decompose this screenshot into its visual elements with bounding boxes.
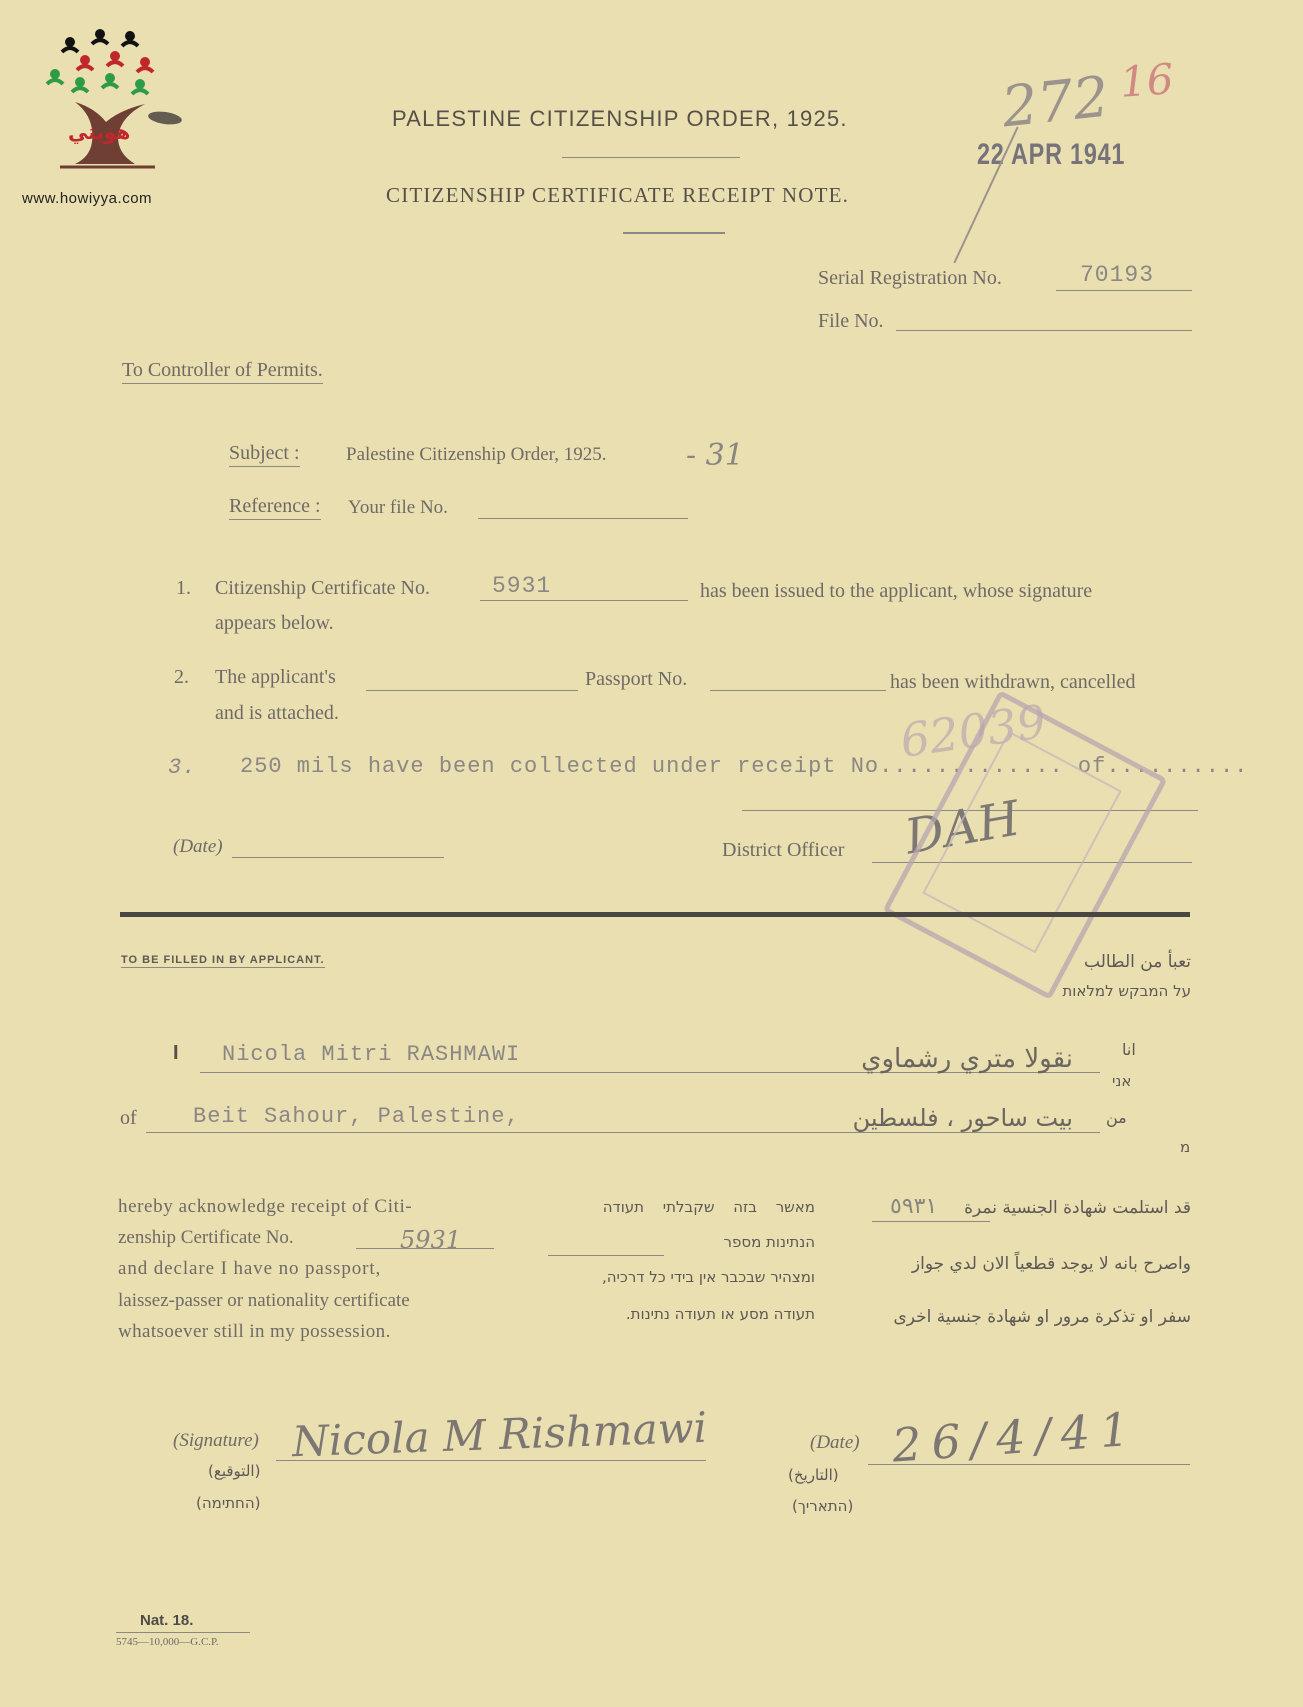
handwritten-number-red: 16 — [1118, 54, 1176, 107]
section-divider — [120, 912, 1190, 917]
applicant-place-typed[interactable]: Beit Sahour, Palestine, — [193, 1104, 520, 1129]
officer-initials: DAH — [901, 790, 1025, 866]
applicant-date-label: (Date) — [810, 1432, 860, 1453]
item-2-text-a: The applicant's — [215, 666, 336, 688]
arabic-declaration-line-1: قد استلمت شهادة الجنسية نمرة — [964, 1198, 1191, 1218]
printer-code: 5745—10,000—G.C.P. — [116, 1636, 219, 1648]
applicant-date-handwritten[interactable]: 26/4/41 — [890, 1401, 1141, 1473]
item-2-applicant-line[interactable] — [366, 690, 578, 691]
arabic-declaration-line-2: واصرح بانه لا يوجد قطعياً الان لدي جواز — [911, 1254, 1191, 1274]
place-line — [146, 1132, 1100, 1133]
applicant-name-typed[interactable]: Nicola Mitri RASHMAWI — [222, 1042, 521, 1067]
hebrew-certificate-line — [548, 1255, 664, 1256]
serial-registration-label: Serial Registration No. — [818, 267, 1002, 289]
date-stamp: 22 APR 1941 — [977, 138, 1126, 171]
item-2-text-c: has been withdrawn, cancelled — [890, 671, 1136, 693]
applicant-section-arabic-title: تعبأ من الطالب — [1084, 952, 1191, 972]
item-3-text: 250 mils have been collected under receipt No............. of.......... — [240, 754, 1249, 779]
officer-date-label: (Date) — [173, 836, 223, 857]
tree-logo-icon — [40, 22, 190, 182]
applicant-section-hebrew-title: על המבקש למלאות — [1062, 982, 1191, 1000]
howiyya-logo — [40, 22, 190, 182]
file-number-label: File No. — [818, 310, 884, 332]
district-officer-label: District Officer — [722, 839, 845, 861]
file-number-line[interactable] — [896, 330, 1192, 331]
english-certificate-number[interactable]: 5931 — [400, 1226, 462, 1254]
ana-label: انا — [1122, 1040, 1136, 1059]
hebrew-declaration-line-1: מאשר בזה שקבלתי תעודה — [602, 1198, 815, 1216]
arabic-certificate-line — [872, 1221, 990, 1222]
item-1-certificate-line — [480, 600, 688, 601]
reference-file-line[interactable] — [478, 518, 688, 519]
i-label: I — [173, 1042, 179, 1064]
arabic-declaration-line-3: سفر او تذكرة مرور او شهادة جنسية اخرى — [893, 1307, 1191, 1327]
subtitle-divider — [623, 232, 725, 234]
english-declaration-line-1: hereby acknowledge receipt of Citi- — [118, 1196, 413, 1217]
item-3-number: 3. — [168, 755, 197, 780]
document-subtitle: CITIZENSHIP CERTIFICATE RECEIPT NOTE. — [386, 183, 850, 207]
serial-registration-value[interactable]: 70193 — [1080, 262, 1155, 288]
item-2-text-b: Passport No. — [585, 668, 688, 690]
reference-label: Reference : — [229, 495, 321, 520]
date-hebrew-label: (התאריך) — [792, 1497, 854, 1515]
item-2-number: 2. — [174, 666, 189, 688]
item-1-text-a: Citizenship Certificate No. — [215, 577, 430, 599]
arabic-certificate-number[interactable]: ٥٩٣١ — [890, 1194, 938, 1219]
signature-label: (Signature) — [173, 1430, 259, 1451]
applicant-signature[interactable]: Nicola M Rishmawi — [291, 1402, 708, 1467]
item-2-text-d: and is attached. — [215, 702, 339, 724]
english-declaration-line-2: zenship Certificate No. — [118, 1227, 294, 1248]
signature-arabic-label: (التوقيع) — [208, 1462, 261, 1480]
item-1-number: 1. — [176, 577, 191, 599]
applicant-name-arabic[interactable]: نقولا متري رشماوي — [861, 1044, 1073, 1074]
item-2-passport-line[interactable] — [710, 690, 886, 691]
hebrew-declaration-line-2: הנתינות מספר — [723, 1233, 815, 1251]
hebrew-declaration-line-4: תעודה מסע או תעודה נתינות. — [625, 1305, 815, 1323]
subject-text: Palestine Citizenship Order, 1925. — [346, 444, 607, 465]
ani-label: אני — [1112, 1072, 1132, 1090]
english-declaration-line-4: laissez-passer or nationality certificate — [118, 1290, 410, 1311]
addressee: To Controller of Permits. — [122, 359, 323, 384]
handwritten-mark: 272 — [998, 64, 1112, 141]
document-title: PALESTINE CITIZENSHIP ORDER, 1925. — [392, 106, 848, 131]
reference-text: Your file No. — [348, 497, 448, 518]
of-label: of — [120, 1107, 137, 1129]
applicant-place-arabic[interactable]: بيت ساحور ، فلسطين — [852, 1104, 1073, 1132]
form-code-rule — [116, 1632, 250, 1633]
date-arabic-label: (التاريخ) — [788, 1466, 839, 1484]
applicant-section-title: TO BE FILLED IN BY APPLICANT. — [121, 954, 325, 966]
english-declaration-line-5: whatsoever still in my possession. — [118, 1321, 391, 1342]
subject-handwritten: - 31 — [686, 438, 744, 473]
signature-hebrew-label: (החתימה) — [196, 1494, 261, 1512]
min-label: من — [1106, 1108, 1127, 1127]
item-1-text-b: has been issued to the applicant, whose signature — [700, 580, 1093, 602]
english-declaration-line-3: and declare I have no passport, — [118, 1258, 382, 1279]
item-1-certificate-number[interactable]: 5931 — [492, 573, 552, 599]
logo-url[interactable]: www.howiyya.com — [22, 190, 153, 207]
officer-handwritten-number: 62039 — [896, 694, 1050, 768]
form-code: Nat. 18. — [140, 1612, 194, 1629]
mi-label: מ — [1180, 1138, 1191, 1156]
serial-registration-line — [1056, 290, 1192, 291]
logo-arabic-text: هويتي — [68, 120, 131, 144]
subject-label: Subject : — [229, 442, 300, 467]
officer-date-line[interactable] — [232, 857, 444, 858]
item-1-text-c: appears below. — [215, 612, 334, 634]
hebrew-declaration-line-3: ומצהיר שבכבר אין בידי כל דרכיה, — [601, 1268, 815, 1286]
title-divider — [562, 157, 740, 158]
